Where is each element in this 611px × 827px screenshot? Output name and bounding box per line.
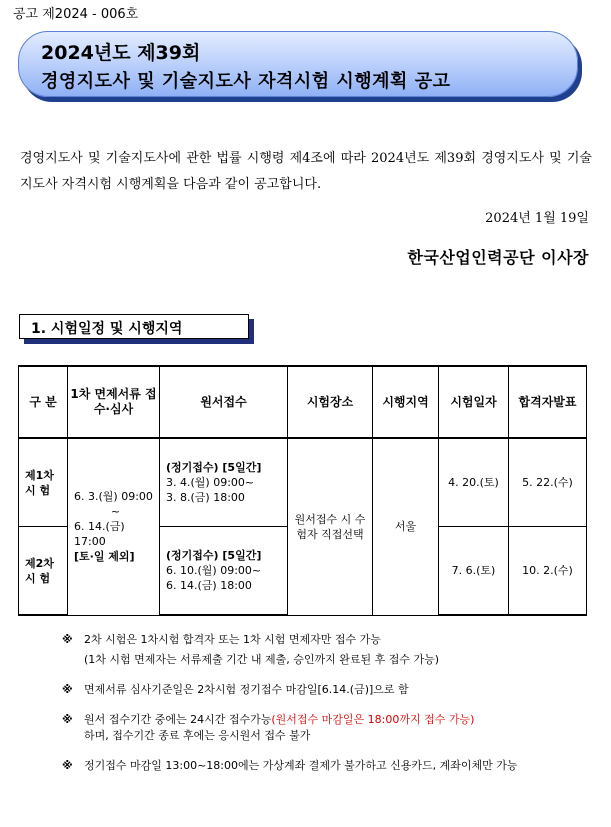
row1-exam-date: 4. 20.(토) [439, 438, 509, 527]
issuer-name: 한국산업인력공단 이사장 [407, 248, 589, 267]
note-item [62, 682, 596, 698]
row2-exam-date: 7. 6.(토) [439, 527, 509, 616]
header-venue: 시험장소 [288, 366, 373, 438]
intro-paragraph: 경영지도사 및 기술지도사에 관한 법률 시행령 제4조에 따라 2024년도 제39회 경영지도사 및 기술지도사 자격시험 시행계획을 다음과 같이 공고합니다. [20, 151, 592, 192]
row2-result: 10. 2.(수) [509, 527, 587, 616]
row1-apply-title: (정기접수) [5일간] [166, 461, 262, 474]
exempt-line-3: 6. 14.(금) 17:00 [74, 520, 125, 549]
region-cell: 서울 [373, 438, 439, 615]
row1-apply-line2: 3. 8.(금) 18:00 [166, 491, 245, 504]
schedule-table [18, 365, 587, 616]
title-line-1: 2024년도 제39회 [41, 42, 201, 64]
note-3-red-text: (원서접수 마감일은 18:00까지 접수 가능) [271, 713, 475, 726]
row1-application [160, 438, 288, 527]
header-exam-date: 시험일자 [439, 366, 509, 438]
announcement-date: 2024년 1월 19일 [485, 211, 589, 226]
section-title-box [19, 314, 249, 339]
note-item [66, 652, 596, 668]
note-item [62, 632, 596, 648]
note-1-sub: (1차 시험 면제자는 서류제출 기간 내 제출, 승인까지 완료된 후 접수 가능) [84, 653, 440, 666]
row2-apply-line1: 6. 10.(월) 09:00~ [166, 564, 262, 577]
row2-application [160, 527, 288, 616]
note-2: 면제서류 심사기준일은 2차시험 정기접수 마감일[6.14.(금)]으로 함 [84, 683, 409, 696]
row2-apply-title: (정기접수) [5일간] [166, 549, 262, 562]
note-4: 정기접수 마감일 13:00~18:00에는 가상계좌 결제가 불가하고 신용카드, 계좌이체만 가능 [84, 759, 518, 772]
note-1: 2차 시험은 1차시험 합격자 또는 1차 시험 면제자만 접수 가능 [84, 633, 381, 646]
section-title: 1. 시험일정 및 시행지역 [31, 321, 183, 337]
header-category: 구 분 [19, 366, 68, 438]
row1-apply-line1: 3. 4.(월) 09:00~ [166, 476, 255, 489]
row2-label: 제2차 시 험 [19, 527, 68, 616]
row1-result: 5. 22.(수) [509, 438, 587, 527]
table-header-row [19, 366, 587, 438]
note-item [62, 712, 596, 744]
document-number: 공고 제2024 - 006호 [13, 7, 139, 22]
note-3-text-b: 하며, 접수기간 종료 후에는 응시원서 접수 불가 [84, 729, 311, 742]
note-3-text-a: 원서 접수기간 중에는 24시간 접수가능 [84, 713, 272, 726]
table-row [19, 438, 587, 527]
header-region: 시행지역 [373, 366, 439, 438]
exemption-period [68, 438, 160, 615]
note-3 [66, 712, 596, 744]
reference-mark-icon: ※ [62, 633, 73, 646]
exempt-line-1: 6. 3.(월) 09:00 [74, 490, 153, 504]
reference-mark-icon: ※ [62, 683, 73, 696]
title-line-2: 경영지도사 및 기술지도사 자격시험 시행계획 공고 [41, 71, 451, 92]
exempt-line-4: [토·일 제외] [74, 550, 135, 564]
header-exemption: 1차 면제서류 접수·심사 [68, 366, 160, 438]
exempt-line-2: ~ [110, 505, 121, 519]
notes-list [62, 632, 596, 788]
header-result: 합격자발표 [509, 366, 587, 438]
header-application: 원서접수 [160, 366, 288, 438]
note-item [62, 758, 596, 774]
title-banner [18, 31, 578, 97]
row2-apply-line2: 6. 14.(금) 18:00 [166, 579, 252, 592]
row1-label: 제1차 시 험 [19, 438, 68, 527]
venue-cell: 원서접수 시 수험자 직접선택 [288, 438, 373, 615]
reference-mark-icon: ※ [62, 713, 73, 726]
reference-mark-icon: ※ [62, 759, 73, 772]
